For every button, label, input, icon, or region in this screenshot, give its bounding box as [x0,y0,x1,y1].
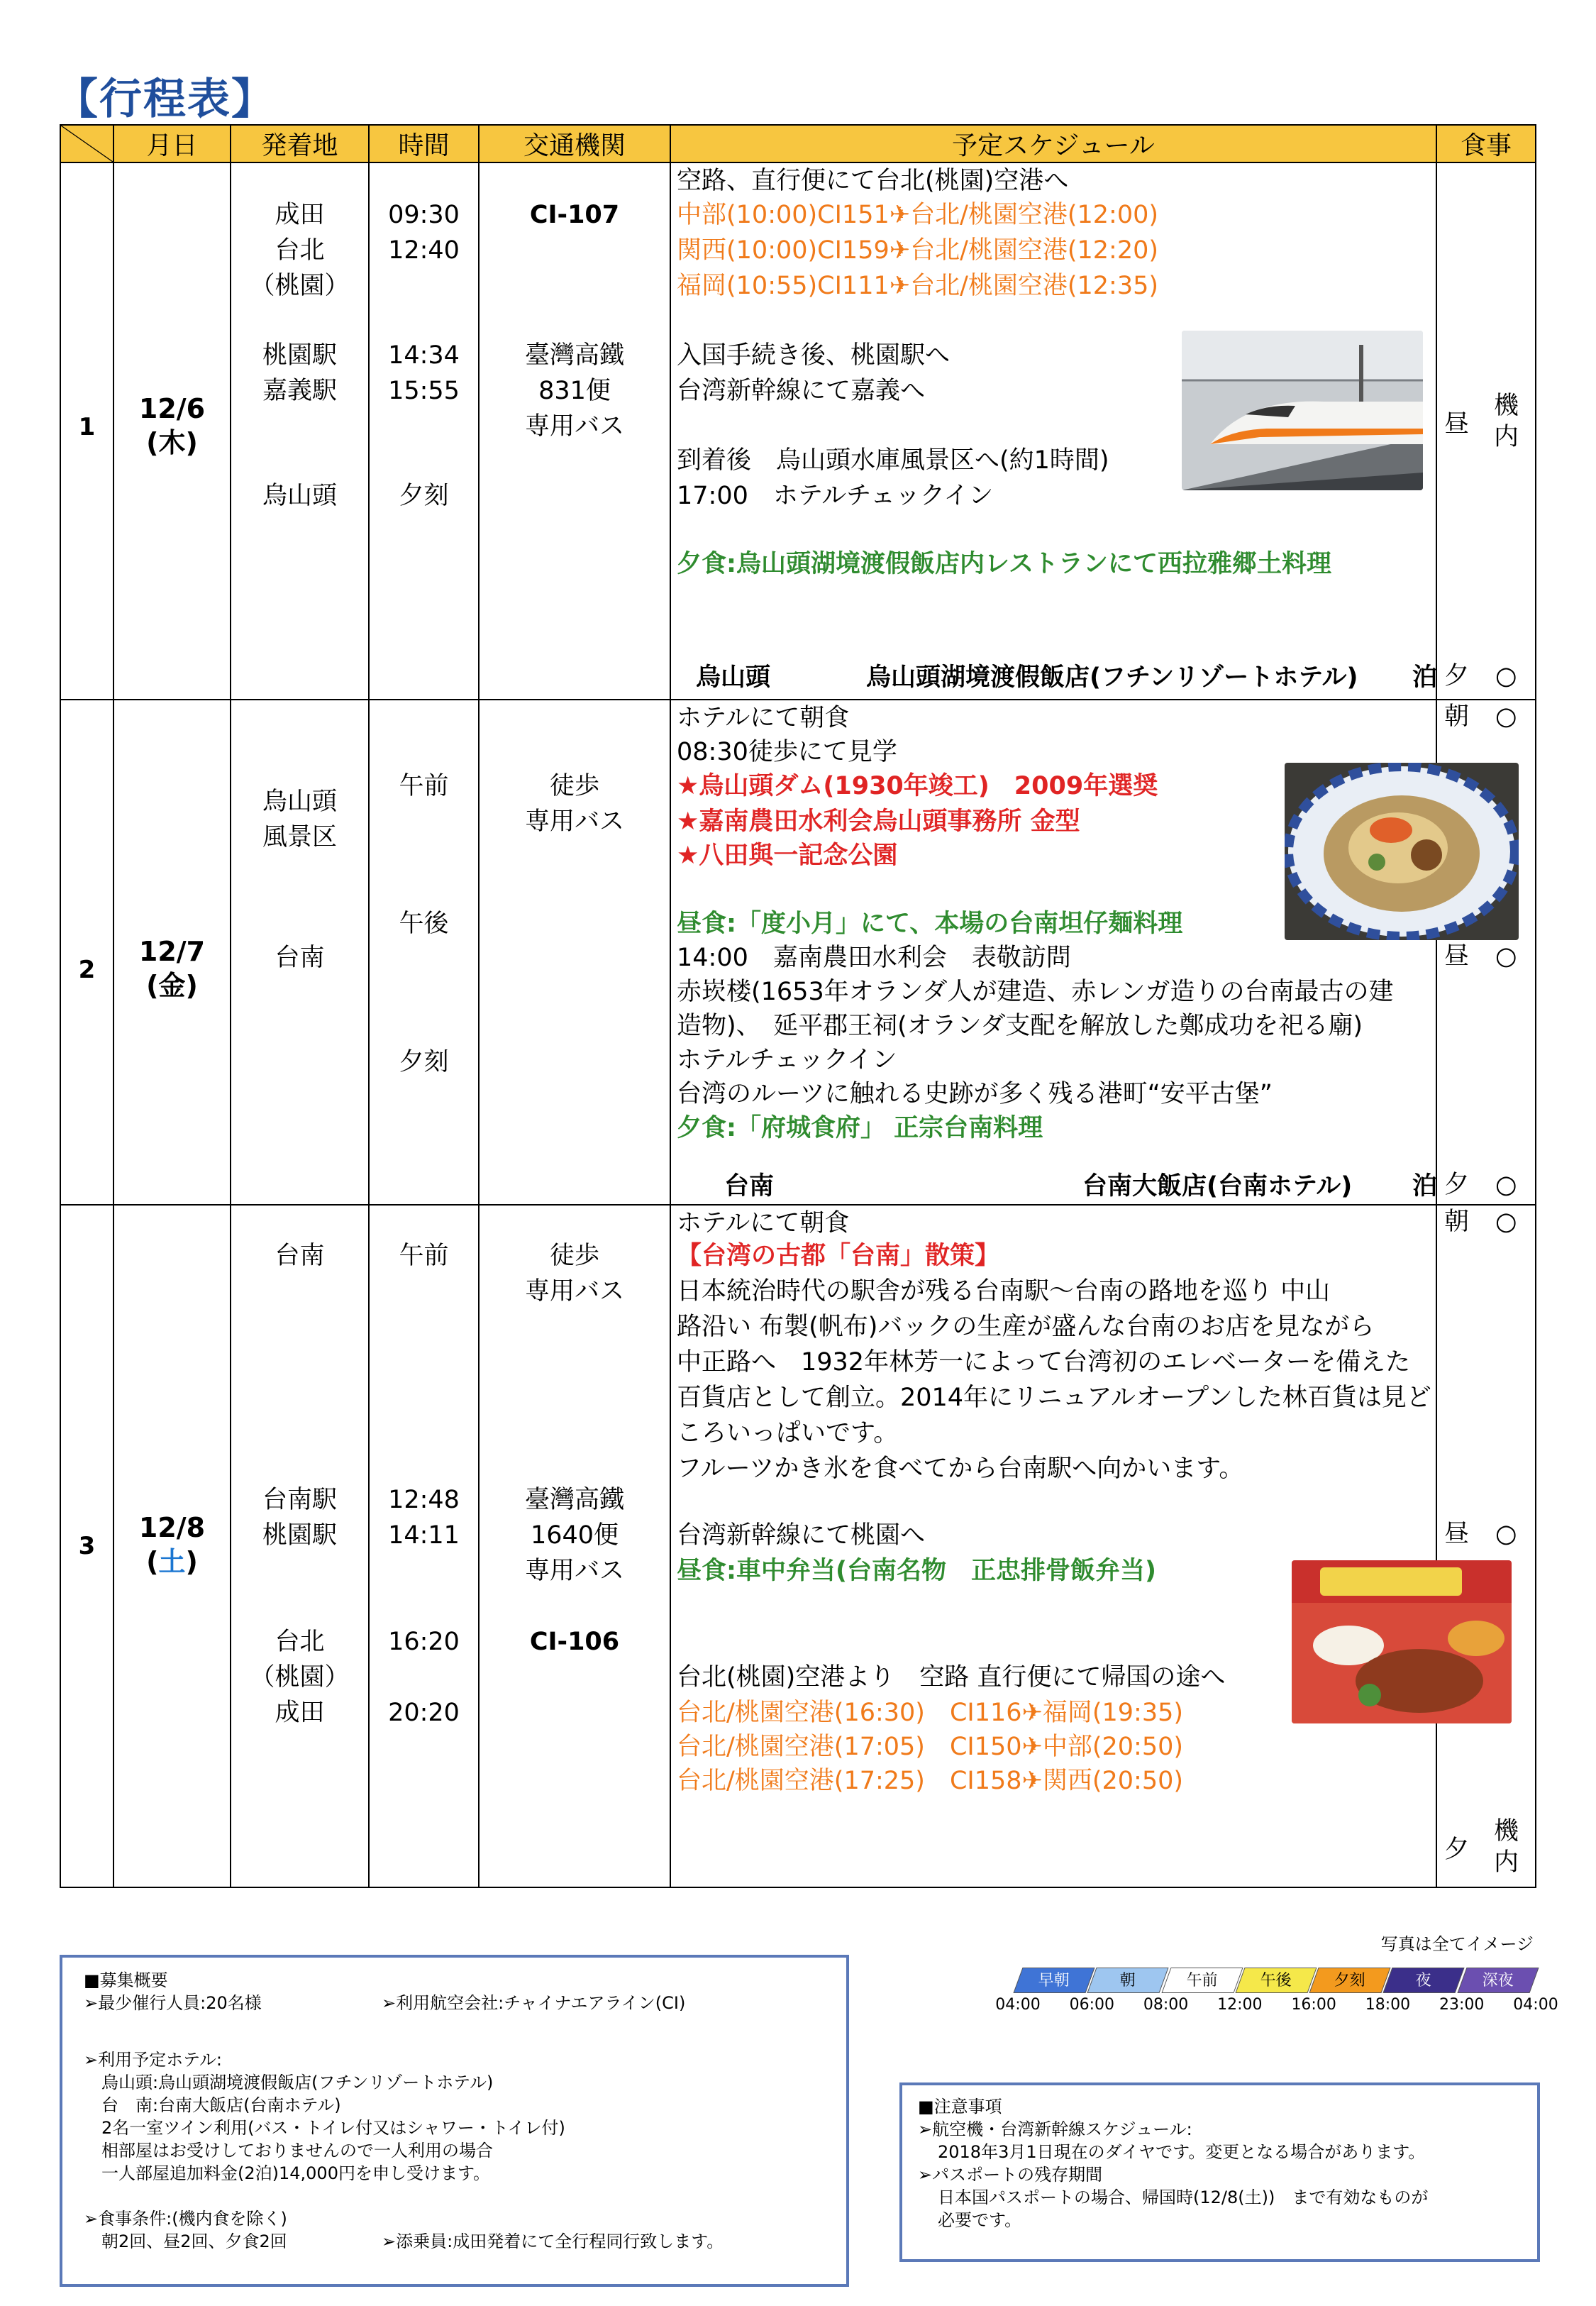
notice-line: 2018年3月1日現在のダイヤです。変更となる場合があります。 [938,2142,1426,2162]
schedule-line: 百貨店として創立。2014年にリニュアルオープンした林百貨は見ど [677,1384,1431,1412]
meal-lunch-value: 機内 [1494,392,1519,451]
recruit-heading: ■募集概要 [84,1970,168,1990]
place: 成田 [275,201,325,229]
place: （桃園） [250,272,350,300]
meal-dinner-label: 夕 [1444,1171,1470,1199]
legend-segment [1383,1968,1465,1993]
schedule-line: 入国手続き後、桃園駅へ [677,341,951,370]
itinerary-table [60,124,1536,1888]
header-schedule: 予定スケジュール [670,125,1436,162]
notice-line: 日本国パスポートの場合、帰国時(12/8(土)) まで有効なものが [938,2188,1429,2207]
day-date: 12/7 [138,936,206,967]
notice-line: ➢パスポートの残存期間 [918,2165,1103,2185]
stay-area: 台南 [724,1172,775,1201]
time: 午前 [399,772,449,800]
place: 嘉義駅 [262,377,337,405]
legend-label: 朝 [1120,1972,1136,1990]
transport: 1640便 [530,1521,619,1550]
legend-label: 夜 [1416,1972,1432,1990]
place: 台南 [275,1242,325,1270]
place: （桃園） [250,1663,350,1692]
legend-label: 午後 [1260,1972,1292,1990]
legend-time: 04:00 [995,1996,1041,2014]
place: 風景区 [262,823,337,851]
schedule-line: 17:00 ホテルチェックイン [677,482,994,510]
highlight-line: 【台湾の古都「台南」散策】 [677,1242,1000,1270]
schedule-line: 14:00 嘉南農田水利会 表敬訪問 [677,944,1071,972]
schedule-line: 造物)、 延平郡王祠(オランダ支配を解放した鄭成功を祀る廟) [677,1012,1363,1040]
meal-breakfast-label: 朝 [1444,1208,1470,1236]
meal-lunch-value: ○ [1495,1520,1517,1548]
legend-label: 深夜 [1482,1972,1514,1990]
recruit-hotel-1: 烏山頭:烏山頭湖境渡假飯店(フチンリゾートホテル) [101,2073,494,2092]
dinner-line: 夕食:烏山頭湖境渡假飯店内レストランにて西拉雅郷土料理 [677,550,1331,578]
day-row [60,162,1536,700]
header-corner [60,125,113,162]
place: 桃園駅 [262,341,337,370]
legend-segment [1235,1968,1317,1993]
recruit-room-2: 相部屋はお受けしておりませんので一人利用の場合 [101,2141,493,2161]
time: 09:30 [388,201,460,229]
schedule-line: 台北(桃園)空港より 空路 直行便にて帰国の途へ [677,1663,1226,1692]
place: 桃園駅 [262,1521,337,1550]
legend-label: 午前 [1186,1972,1218,1990]
time: 夕刻 [399,482,449,510]
bullet-train-photo [1182,331,1423,490]
transport: 徒歩 [549,772,599,800]
schedule-line: 中正路へ 1932年林芳一によって台湾初のエレベーターを備えた [677,1348,1411,1377]
flight-line: 台北/桃園空港(17:25) CI158✈関西(20:50) [677,1767,1184,1795]
legend-time: 08:00 [1143,1996,1189,2014]
header-time: 時間 [369,125,479,162]
highlight-line: ★八田與一記念公園 [677,842,898,870]
recruit-meals-heading: ➢食事条件:(機内食を除く) [84,2209,287,2229]
notice-line: 必要です。 [938,2210,1022,2230]
photo-note: 写真は全てイメージ [1380,1934,1534,1954]
legend-time: 12:00 [1217,1996,1263,2014]
header-transport: 交通機関 [479,125,670,162]
transport: CI-107 [529,201,620,229]
place: 烏山頭 [262,788,337,816]
recruit-meals-detail: 朝2回、昼2回、夕食2回 [101,2231,287,2251]
legend-time: 06:00 [1069,1996,1114,2014]
dinner-line: 夕食:「府城食府」 正宗台南料理 [677,1114,1043,1142]
schedule-line: 空路、直行便にて台北(桃園)空港へ [677,167,1069,195]
transport: 臺灣高鐵 [524,1486,624,1514]
time: 15:55 [388,377,460,405]
meal-breakfast-label: 朝 [1444,702,1470,731]
day-row [60,700,1536,1205]
transport: 臺灣高鐵 [524,341,624,370]
legend-time: 16:00 [1291,1996,1336,2014]
header-row [60,125,1536,162]
day-weekday: (金) [146,970,198,1001]
lunch-line: 昼食:「度小月」にて、本場の台南坦仔麺料理 [677,910,1183,938]
day-date: 12/6 [138,393,206,424]
recruit-box [60,1955,849,2287]
meal-dinner-value: ○ [1495,662,1517,690]
highlight-line: ★烏山頭ダム(1930年竣工) 2009年選奨 [677,772,1158,800]
legend-segment [1309,1968,1391,1993]
meal-breakfast-value: ○ [1495,1208,1517,1236]
day-weekday: (土) [146,1546,198,1577]
header-date: 月日 [113,125,231,162]
notice-heading: ■注意事項 [918,2097,1002,2117]
schedule-line: 到着後 烏山頭水庫風景区へ(約1時間) [677,446,1109,475]
recruit-room-1: 2名一室ツイン利用(バス・トイレ付又はシャワー・トイレ付) [101,2118,565,2138]
place: 台南 [275,944,325,972]
time: 夕刻 [399,1048,449,1076]
transport: 専用バス [524,807,624,836]
time: 16:20 [388,1628,460,1656]
schedule-line: 赤崁楼(1653年オランダ人が建造、赤レンガ造りの台南最古の建 [677,978,1394,1006]
meal-dinner-value: 機内 [1494,1817,1519,1877]
meal-lunch-label: 昼 [1444,1520,1470,1548]
place: 台南駅 [262,1486,337,1514]
day-number: 2 [78,956,96,984]
time: 14:34 [388,341,460,370]
legend-segment [1013,1968,1095,1993]
day-number: 3 [78,1532,96,1560]
schedule-line: 台湾新幹線にて嘉義へ [677,377,926,405]
place: 台北 [275,236,325,265]
legend-segment [1457,1968,1539,1993]
transport: 専用バス [524,1557,624,1585]
legend-segment [1161,1968,1243,1993]
time: 20:20 [388,1699,460,1727]
time: 14:11 [388,1521,460,1550]
schedule-line: ころいっぱいです。 [677,1419,899,1447]
time: 午後 [399,910,449,938]
day-date: 12/8 [138,1512,206,1543]
recruit-airline: ➢利用航空会社:チャイナエアライン(CI) [382,1993,686,2013]
time-legend-times [995,1993,1558,2014]
time: 午前 [399,1242,449,1270]
schedule-line: 08:30徒歩にて見学 [677,738,897,766]
transport: 徒歩 [549,1242,599,1270]
notice-box [899,2082,1540,2262]
place: 台北 [275,1628,325,1656]
schedule-line: フルーツかき氷を食べてから台南駅へ向かいます。 [677,1455,1244,1483]
stay-label: 泊 [1412,663,1438,692]
page-title: 【行程表】 [55,75,275,124]
recruit-hotel-heading: ➢利用予定ホテル: [84,2050,222,2070]
meal-dinner-label: 夕 [1444,1836,1470,1864]
place: 烏山頭 [262,482,337,510]
transport: 専用バス [524,1277,624,1306]
time-legend-bar [1018,1968,1536,1993]
stay-area: 烏山頭 [696,663,771,692]
flight-line: 福岡(10:55)CI111✈台北/桃園空港(12:35) [677,272,1159,300]
legend-time: 23:00 [1439,1996,1485,2014]
flight-line: 関西(10:00)CI159✈台北/桃園空港(12:20) [677,236,1159,265]
schedule-line: 日本統治時代の駅舎が残る台南駅～台南の路地を巡り 中山 [677,1277,1331,1306]
stay-hotel: 台南大飯店(台南ホテル) [1082,1172,1353,1201]
meal-dinner-label: 夕 [1444,662,1470,690]
transport: 専用バス [524,412,624,441]
meal-breakfast-value: ○ [1495,702,1517,731]
legend-segment [1087,1968,1169,1993]
recruit-min-people: ➢最少催行人員:20名様 [84,1993,262,2013]
header-meal: 食事 [1436,125,1536,162]
transport: 831便 [538,377,611,405]
day-number: 1 [78,413,96,441]
recruit-room-3: 一人部屋追加料金(2泊)14,000円を申し受けます。 [101,2163,491,2183]
flight-line: 台北/桃園空港(17:05) CI150✈中部(20:50) [677,1733,1184,1761]
meal-lunch-label: 昼 [1444,410,1470,438]
schedule-line: 台湾のルーツに触れる史跡が多く残る港町“安平古堡” [677,1080,1273,1108]
meal-lunch-label: 昼 [1444,942,1470,971]
time-legend [995,1968,1558,2014]
legend-time: 18:00 [1365,1996,1411,2014]
lunch-line: 昼食:車中弁当(台南名物 正忠排骨飯弁当) [677,1557,1156,1585]
meal-lunch-value: ○ [1495,942,1517,971]
schedule-line: 路沿い 布製(帆布)バックの生産が盛んな台南のお店を見ながら [677,1313,1375,1341]
time: 12:40 [388,236,460,265]
stay-label: 泊 [1412,1172,1438,1201]
highlight-line: ★嘉南農田水利会烏山頭事務所 金型 [677,807,1080,836]
time: 12:48 [388,1486,460,1514]
legend-label: 早朝 [1038,1972,1070,1990]
transport: CI-106 [529,1628,620,1656]
day-weekday: (木) [146,427,198,458]
schedule-line: 台湾新幹線にて桃園へ [677,1521,926,1550]
notice-line: ➢航空機・台湾新幹線スケジュール: [918,2119,1192,2139]
stay-hotel: 烏山頭湖境渡假飯店(フチンリゾートホテル) [866,663,1358,692]
meal-dinner-value: ○ [1495,1171,1517,1199]
schedule-line: ホテルチェックイン [677,1046,897,1074]
schedule-line: ホテルにて朝食 [677,704,850,732]
flight-line: 台北/桃園空港(16:30) CI116✈福岡(19:35) [677,1699,1184,1727]
schedule-line: ホテルにて朝食 [677,1209,850,1237]
legend-time: 04:00 [1513,1996,1558,2014]
day-row [60,1205,1536,1887]
header-place: 発着地 [231,125,369,162]
recruit-hotel-2: 台 南:台南大飯店(台南ホテル) [101,2095,341,2115]
flight-line: 中部(10:00)CI151✈台北/桃園空港(12:00) [677,201,1159,229]
legend-label: 夕刻 [1334,1972,1365,1990]
place: 成田 [275,1699,325,1727]
recruit-escort: ➢添乗員:成田発着にて全行程同行致します。 [382,2231,724,2251]
